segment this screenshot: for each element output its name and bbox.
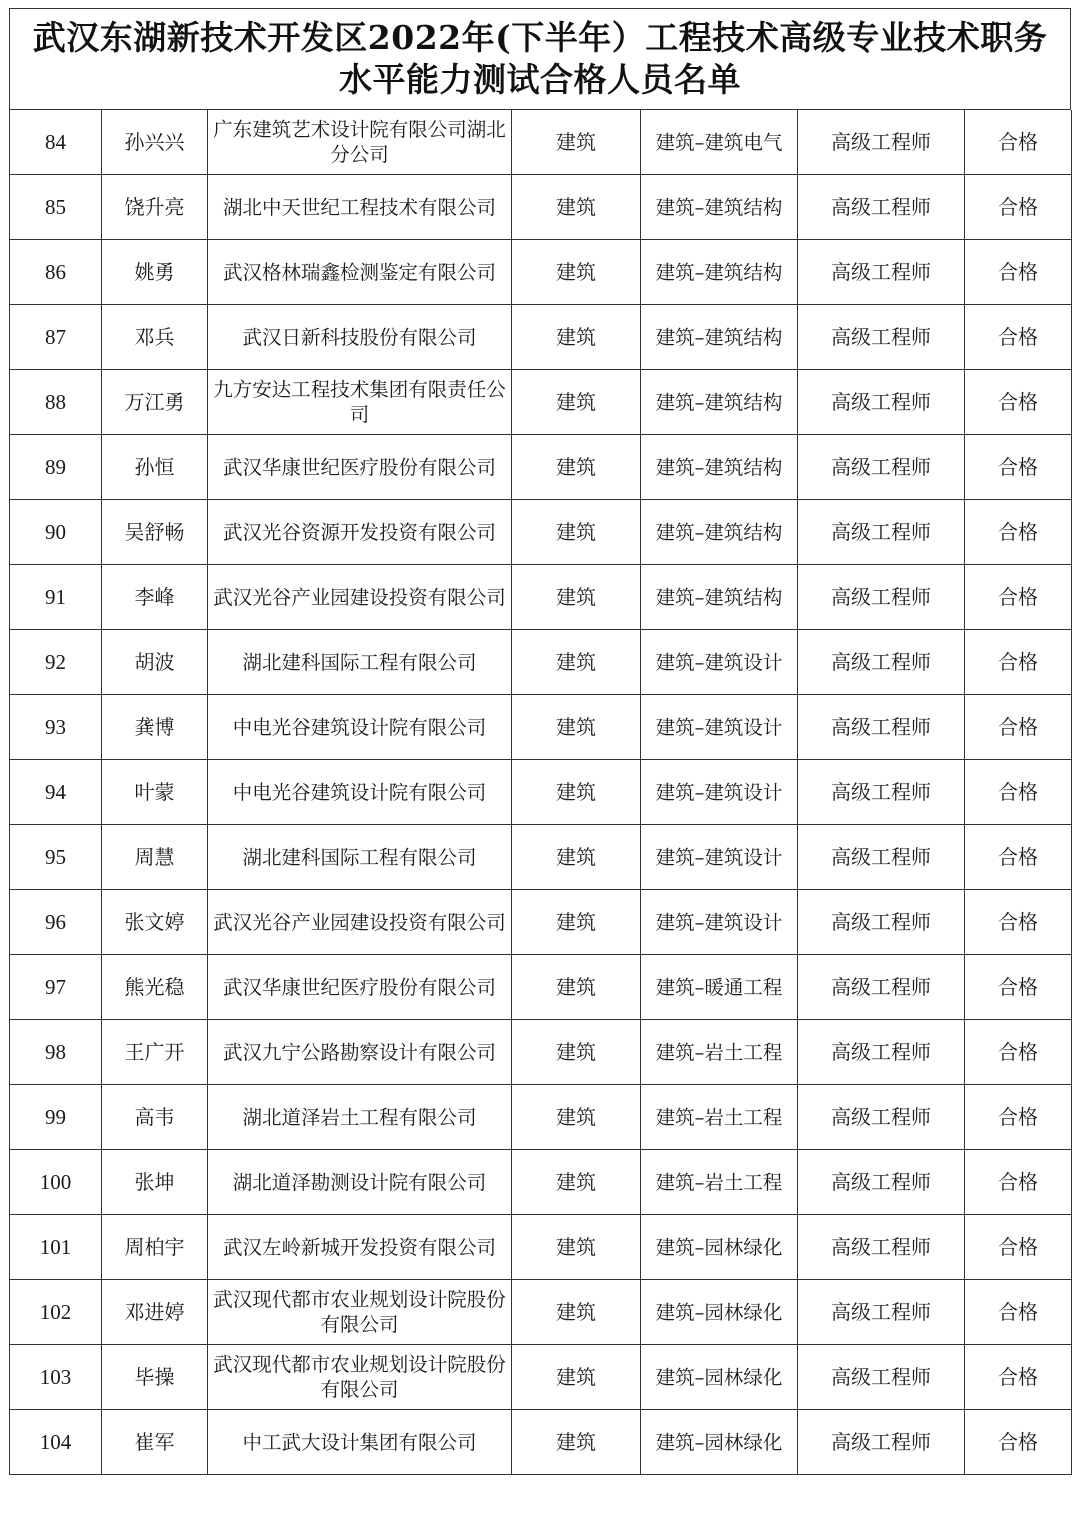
cell-result: 合格 — [965, 1345, 1072, 1410]
table-row — [10, 1215, 1072, 1280]
cell-result: 合格 — [965, 1150, 1072, 1215]
cell-specialty: 建筑–岩土工程 — [641, 1020, 798, 1085]
cell-field: 建筑 — [512, 370, 641, 435]
table-row — [10, 175, 1072, 240]
cell-result: 合格 — [965, 1410, 1072, 1475]
title-line-1: 武汉东湖新技术开发区2022年(下半年）工程技术高级专业技术职务 — [32, 18, 1048, 57]
cell-field: 建筑 — [512, 175, 641, 240]
cell-name: 邓兵 — [102, 305, 208, 370]
cell-number: 97 — [10, 955, 102, 1020]
roster-rows — [10, 110, 1072, 1475]
cell-name: 熊光稳 — [102, 955, 208, 1020]
table-row — [10, 1085, 1072, 1150]
cell-company: 湖北道泽岩土工程有限公司 — [208, 1085, 512, 1150]
cell-level: 高级工程师 — [798, 565, 965, 630]
cell-level: 高级工程师 — [798, 175, 965, 240]
table-row — [10, 110, 1072, 175]
cell-field: 建筑 — [512, 500, 641, 565]
cell-company: 湖北建科国际工程有限公司 — [208, 825, 512, 890]
cell-name: 邓进婷 — [102, 1280, 208, 1345]
cell-specialty: 建筑–建筑设计 — [641, 825, 798, 890]
cell-field: 建筑 — [512, 110, 641, 175]
cell-company: 武汉光谷产业园建设投资有限公司 — [208, 565, 512, 630]
cell-name: 姚勇 — [102, 240, 208, 305]
cell-company: 武汉华康世纪医疗股份有限公司 — [208, 435, 512, 500]
cell-field: 建筑 — [512, 565, 641, 630]
cell-number: 91 — [10, 565, 102, 630]
cell-result: 合格 — [965, 760, 1072, 825]
cell-number: 96 — [10, 890, 102, 955]
cell-company: 武汉光谷产业园建设投资有限公司 — [208, 890, 512, 955]
cell-name: 胡波 — [102, 630, 208, 695]
cell-result: 合格 — [965, 890, 1072, 955]
cell-specialty: 建筑–园林绿化 — [641, 1215, 798, 1280]
cell-number: 100 — [10, 1150, 102, 1215]
cell-specialty: 建筑–建筑结构 — [641, 370, 798, 435]
cell-field: 建筑 — [512, 1020, 641, 1085]
table-row — [10, 435, 1072, 500]
cell-specialty: 建筑–园林绿化 — [641, 1410, 798, 1475]
cell-name: 王广开 — [102, 1020, 208, 1085]
cell-number: 90 — [10, 500, 102, 565]
cell-name: 吴舒畅 — [102, 500, 208, 565]
table-row — [10, 1150, 1072, 1215]
cell-field: 建筑 — [512, 305, 641, 370]
cell-specialty: 建筑–建筑结构 — [641, 435, 798, 500]
cell-number: 99 — [10, 1085, 102, 1150]
cell-number: 101 — [10, 1215, 102, 1280]
cell-name: 高韦 — [102, 1085, 208, 1150]
cell-company: 广东建筑艺术设计院有限公司湖北分公司 — [208, 110, 512, 175]
cell-field: 建筑 — [512, 1280, 641, 1345]
cell-level: 高级工程师 — [798, 370, 965, 435]
table-row — [10, 1345, 1072, 1410]
cell-result: 合格 — [965, 305, 1072, 370]
cell-level: 高级工程师 — [798, 955, 965, 1020]
cell-name: 孙兴兴 — [102, 110, 208, 175]
cell-field: 建筑 — [512, 760, 641, 825]
cell-result: 合格 — [965, 175, 1072, 240]
cell-number: 98 — [10, 1020, 102, 1085]
cell-level: 高级工程师 — [798, 1150, 965, 1215]
cell-result: 合格 — [965, 1085, 1072, 1150]
roster-table — [9, 110, 1072, 1475]
cell-name: 孙恒 — [102, 435, 208, 500]
table-row — [10, 240, 1072, 305]
cell-result: 合格 — [965, 240, 1072, 305]
cell-company: 中电光谷建筑设计院有限公司 — [208, 695, 512, 760]
table-row — [10, 305, 1072, 370]
table-row — [10, 370, 1072, 435]
document-title — [9, 8, 1071, 110]
cell-number: 89 — [10, 435, 102, 500]
cell-level: 高级工程师 — [798, 240, 965, 305]
cell-result: 合格 — [965, 695, 1072, 760]
cell-field: 建筑 — [512, 1410, 641, 1475]
cell-specialty: 建筑–建筑结构 — [641, 305, 798, 370]
cell-number: 85 — [10, 175, 102, 240]
cell-level: 高级工程师 — [798, 890, 965, 955]
cell-field: 建筑 — [512, 435, 641, 500]
cell-name: 饶升亮 — [102, 175, 208, 240]
cell-level: 高级工程师 — [798, 1345, 965, 1410]
cell-level: 高级工程师 — [798, 1280, 965, 1345]
cell-field: 建筑 — [512, 240, 641, 305]
table-row — [10, 760, 1072, 825]
cell-field: 建筑 — [512, 1150, 641, 1215]
cell-number: 95 — [10, 825, 102, 890]
cell-name: 万江勇 — [102, 370, 208, 435]
cell-company: 武汉现代都市农业规划设计院股份有限公司 — [208, 1345, 512, 1410]
cell-level: 高级工程师 — [798, 500, 965, 565]
cell-specialty: 建筑–建筑设计 — [641, 760, 798, 825]
cell-number: 88 — [10, 370, 102, 435]
cell-result: 合格 — [965, 110, 1072, 175]
cell-specialty: 建筑–建筑设计 — [641, 630, 798, 695]
cell-specialty: 建筑–建筑设计 — [641, 890, 798, 955]
title-line-2: 水平能力测试合格人员名单 — [339, 60, 741, 99]
cell-specialty: 建筑–建筑结构 — [641, 240, 798, 305]
cell-result: 合格 — [965, 435, 1072, 500]
cell-name: 叶蒙 — [102, 760, 208, 825]
cell-number: 84 — [10, 110, 102, 175]
cell-number: 102 — [10, 1280, 102, 1345]
cell-name: 毕操 — [102, 1345, 208, 1410]
cell-specialty: 建筑–建筑电气 — [641, 110, 798, 175]
table-row — [10, 500, 1072, 565]
cell-level: 高级工程师 — [798, 630, 965, 695]
cell-level: 高级工程师 — [798, 305, 965, 370]
table-row — [10, 890, 1072, 955]
cell-company: 武汉九宁公路勘察设计有限公司 — [208, 1020, 512, 1085]
cell-company: 九方安达工程技术集团有限责任公司 — [208, 370, 512, 435]
cell-field: 建筑 — [512, 890, 641, 955]
cell-level: 高级工程师 — [798, 1020, 965, 1085]
cell-field: 建筑 — [512, 955, 641, 1020]
cell-specialty: 建筑–岩土工程 — [641, 1150, 798, 1215]
cell-number: 92 — [10, 630, 102, 695]
cell-name: 周柏宇 — [102, 1215, 208, 1280]
table-row — [10, 1280, 1072, 1345]
document-sheet — [9, 8, 1071, 1475]
cell-company: 湖北建科国际工程有限公司 — [208, 630, 512, 695]
cell-name: 张坤 — [102, 1150, 208, 1215]
cell-name: 张文婷 — [102, 890, 208, 955]
cell-level: 高级工程师 — [798, 435, 965, 500]
cell-specialty: 建筑–园林绿化 — [641, 1280, 798, 1345]
cell-company: 武汉华康世纪医疗股份有限公司 — [208, 955, 512, 1020]
cell-specialty: 建筑–暖通工程 — [641, 955, 798, 1020]
cell-company: 湖北道泽勘测设计院有限公司 — [208, 1150, 512, 1215]
table-row — [10, 630, 1072, 695]
cell-level: 高级工程师 — [798, 760, 965, 825]
cell-company: 中工武大设计集团有限公司 — [208, 1410, 512, 1475]
cell-field: 建筑 — [512, 1085, 641, 1150]
cell-number: 86 — [10, 240, 102, 305]
cell-level: 高级工程师 — [798, 1215, 965, 1280]
table-row — [10, 1410, 1072, 1475]
cell-result: 合格 — [965, 565, 1072, 630]
cell-field: 建筑 — [512, 1215, 641, 1280]
cell-specialty: 建筑–建筑结构 — [641, 565, 798, 630]
cell-number: 103 — [10, 1345, 102, 1410]
cell-company: 中电光谷建筑设计院有限公司 — [208, 760, 512, 825]
cell-specialty: 建筑–建筑设计 — [641, 695, 798, 760]
cell-field: 建筑 — [512, 695, 641, 760]
cell-field: 建筑 — [512, 630, 641, 695]
cell-result: 合格 — [965, 370, 1072, 435]
cell-company: 武汉日新科技股份有限公司 — [208, 305, 512, 370]
cell-company: 武汉左岭新城开发投资有限公司 — [208, 1215, 512, 1280]
cell-result: 合格 — [965, 955, 1072, 1020]
cell-specialty: 建筑–园林绿化 — [641, 1345, 798, 1410]
cell-name: 龚博 — [102, 695, 208, 760]
table-row — [10, 825, 1072, 890]
cell-name: 崔军 — [102, 1410, 208, 1475]
cell-company: 湖北中天世纪工程技术有限公司 — [208, 175, 512, 240]
cell-number: 87 — [10, 305, 102, 370]
cell-field: 建筑 — [512, 1345, 641, 1410]
cell-specialty: 建筑–建筑结构 — [641, 175, 798, 240]
cell-result: 合格 — [965, 1215, 1072, 1280]
cell-level: 高级工程师 — [798, 1085, 965, 1150]
cell-result: 合格 — [965, 1020, 1072, 1085]
cell-result: 合格 — [965, 630, 1072, 695]
cell-result: 合格 — [965, 825, 1072, 890]
cell-specialty: 建筑–建筑结构 — [641, 500, 798, 565]
cell-level: 高级工程师 — [798, 695, 965, 760]
cell-number: 94 — [10, 760, 102, 825]
cell-result: 合格 — [965, 500, 1072, 565]
cell-level: 高级工程师 — [798, 825, 965, 890]
cell-company: 武汉现代都市农业规划设计院股份有限公司 — [208, 1280, 512, 1345]
cell-name: 周慧 — [102, 825, 208, 890]
cell-level: 高级工程师 — [798, 110, 965, 175]
cell-number: 104 — [10, 1410, 102, 1475]
table-row — [10, 695, 1072, 760]
table-row — [10, 1020, 1072, 1085]
cell-company: 武汉格林瑞鑫检测鉴定有限公司 — [208, 240, 512, 305]
cell-name: 李峰 — [102, 565, 208, 630]
cell-field: 建筑 — [512, 825, 641, 890]
cell-specialty: 建筑–岩土工程 — [641, 1085, 798, 1150]
table-row — [10, 955, 1072, 1020]
cell-level: 高级工程师 — [798, 1410, 965, 1475]
cell-number: 93 — [10, 695, 102, 760]
cell-company: 武汉光谷资源开发投资有限公司 — [208, 500, 512, 565]
cell-result: 合格 — [965, 1280, 1072, 1345]
table-row — [10, 565, 1072, 630]
